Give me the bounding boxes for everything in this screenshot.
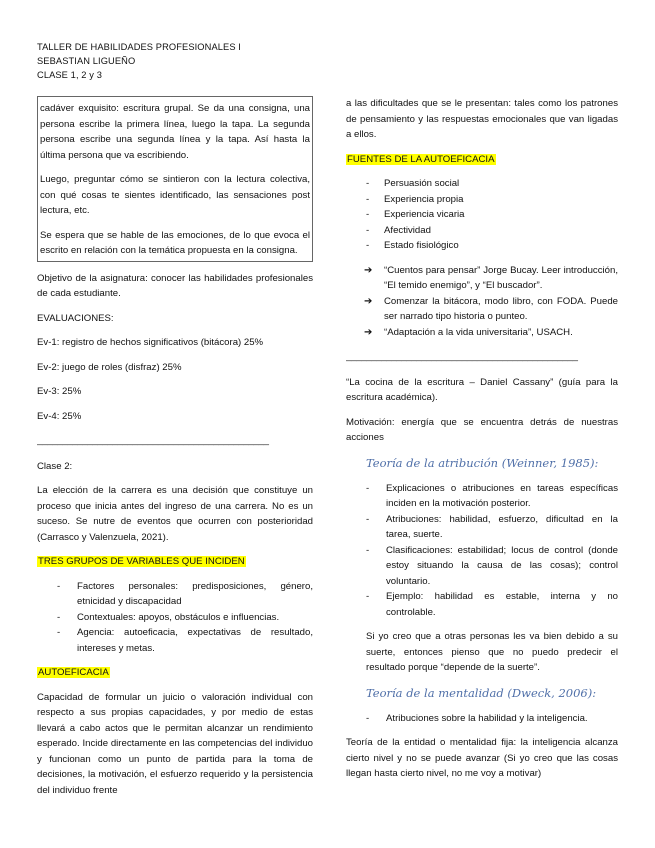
box-paragraph: Luego, preguntar cómo se sintieron con la lectura colectiva, con qué cosas te sientes identificado, las sensaciones post lectura, etc.: [40, 174, 310, 216]
list-item: ➔ “Adaptación a la vida universitaria”, USACH.: [346, 325, 618, 341]
attribution-theory-heading: Teoría de la atribución (Weinner, 1985):: [366, 455, 599, 470]
list-item: - Atribuciones sobre la habilidad y la inteligencia.: [346, 711, 618, 727]
sources-heading: FUENTES DE LA AUTOEFICACIA: [347, 153, 495, 165]
objective-paragraph: Objetivo de la asignatura: conocer las habilidades profesionales de cada estudiante.: [37, 272, 313, 299]
motivation-definition: Motivación: energía que se encuentra detrás de nuestras acciones: [346, 416, 618, 443]
evaluation-item: Ev-1: registro de hechos significativos (bitácora) 25%: [37, 337, 264, 348]
mindset-list: [346, 711, 618, 727]
list-item: - Persuasión social: [346, 176, 618, 192]
box-paragraph: Se espera que se hable de las emociones, de lo que evoca el escrito en relación con la temática propuesta en la consigna.: [40, 229, 310, 256]
activity-box: [37, 96, 313, 262]
evaluation-item: Ev-3: 25%: [37, 386, 82, 397]
sources-list: [346, 176, 618, 254]
list-item: - Experiencia propia: [346, 192, 618, 208]
continuation-paragraph: a las dificultades que se le presentan: tales como los patrones de pensamiento y las respuestas emocionales que van ligadas a ellos.: [346, 98, 618, 140]
list-item: ➔ “Cuentos para pensar” Jorge Bucay. Leer introducción, “El temido enemigo”, y “El buscador”.: [364, 264, 618, 291]
list-item: - Agencia: autoeficacia, expectativas de resultado, intereses y metas.: [37, 625, 313, 656]
evaluation-item: Ev-4: 25%: [37, 410, 82, 422]
evaluation-item: Ev-2: juego de roles (disfraz) 25%: [37, 361, 182, 373]
variables-list: [37, 579, 313, 657]
list-item: - Afectividad: [346, 223, 618, 239]
author-name: SEBASTIAN LIGUEÑO: [37, 56, 136, 66]
self-efficacy-heading: AUTOEFICACIA: [38, 667, 109, 678]
list-item: - Clasificaciones: estabilidad; locus de control (donde estoy situando la causa de las cosas); control voluntario.: [346, 543, 618, 590]
self-efficacy-paragraph: Capacidad de formular un juicio o valoración individual con respecto a sus propias capacidades, y por medio de estas llevará a cabo actos que le permitan alcanzar un rendimiento esperado. Incide directamente en las competencias del individuo y funcionan como un punto de partida para la toma de decisiones, la motivación, el esfuerzo requerido y la persistencia del individuo frente: [37, 691, 313, 796]
arrow-right-icon: ➔: [364, 295, 373, 307]
evaluations-title: EVALUACIONES:: [37, 312, 114, 324]
list-item: - Experiencia vicaria: [346, 207, 618, 223]
tasks-list: [346, 263, 618, 341]
list-item: - Ejemplo: habilidad es estable, interna y no controlable.: [346, 589, 618, 620]
cassany-reference: “La cocina de la escritura – Daniel Cassany” (guía para la escritura académica).: [346, 376, 618, 403]
list-item: - Explicaciones o atribuciones en tareas específicas inciden en la motivación posterior.: [346, 481, 618, 512]
attribution-list: [346, 481, 618, 621]
arrow-right-icon: ➔: [364, 326, 373, 338]
section-divider: ______________________________________________: [37, 435, 269, 446]
class-2-label: Clase 2:: [37, 460, 73, 472]
right-column: [346, 96, 618, 791]
mindset-theory-heading: Teoría de la mentalidad (Dweck, 2006):: [366, 685, 597, 700]
variables-heading: TRES GRUPOS DE VARIABLES QUE INCIDEN: [38, 556, 245, 567]
class-number: CLASE 1, 2 y 3: [37, 70, 102, 80]
course-title: TALLER DE HABILIDADES PROFESIONALES I: [37, 42, 241, 52]
section-divider: ______________________________________________: [346, 351, 578, 362]
list-item: - Contextuales: apoyos, obstáculos e influencias.: [37, 610, 313, 626]
list-item: ➔ Comenzar la bitácora, modo libro, con FODA. Puede ser narrado tipo historia o punteo.: [364, 295, 618, 322]
left-column: [37, 96, 313, 807]
document-header: [37, 40, 241, 82]
box-paragraph: cadáver exquisito: escritura grupal. Se da una consigna, una persona escribe la primera línea, luego la tapa. La segunda persona escribe una segunda línea y la tapa. Así hasta la última persona que va escribiendo.: [40, 103, 310, 161]
luck-example-paragraph: Si yo creo que a otras personas les va bien debido a su suerte, entonces pienso que no puedo predecir el resultado porque “depende de la suerte”.: [366, 631, 618, 673]
list-item: - Atribuciones: habilidad, esfuerzo, dificultad en la tarea, suerte.: [346, 512, 618, 543]
list-item: - Estado fisiológico: [346, 238, 618, 254]
arrow-right-icon: ➔: [364, 264, 373, 276]
career-choice-paragraph: La elección de la carrera es una decisión que constituye un proceso que inicia antes del ingreso de una carrera. No es un suceso. Se nutre de eventos que ocurren con posterioridad (Carrasco y Valenzuela, 2021).: [37, 485, 313, 543]
fixed-mindset-paragraph: Teoría de la entidad o mentalidad fija: la inteligencia alcanza cierto nivel y no se puede avanzar (Si yo creo que las cosas llegan hasta cierto nivel, no me voy a motivar): [346, 737, 618, 779]
list-item: - Factores personales: predisposiciones, género, etnicidad y discapacidad: [37, 579, 313, 610]
